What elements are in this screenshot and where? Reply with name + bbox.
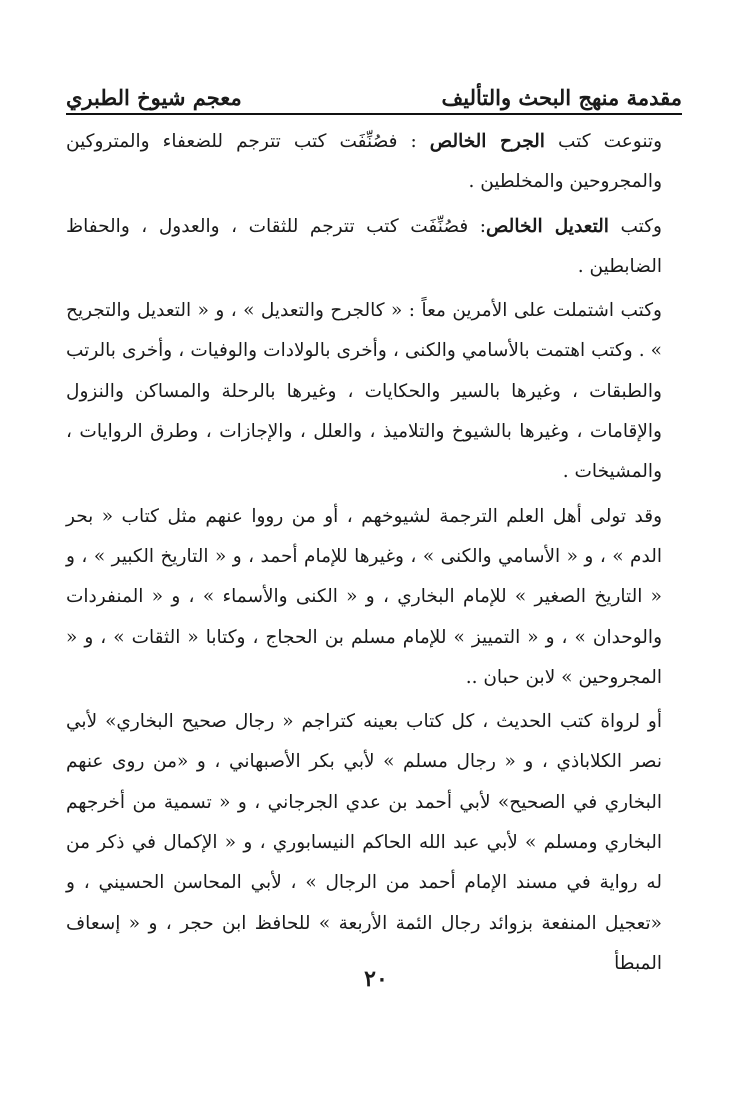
term-tadil-khalis: التعديل الخالص — [486, 215, 609, 237]
paragraph-mixed-books: وكتب اشتملت على الأمرين معاً : « كالجرح والتعديل » ، و « التعديل والتجريح » . وكتب اهتمت بالأسامي والكنى ، وأخرى بالولادات والوفيات ، وأخرى بالرتب والطبقات ، وغيرها بالسير والحكايات ، وغيرها بالرحلة والمساكن والنزول والإقامات ، وغيرها بالشيوخ والتلاميذ ، والعلل ، والإجازات ، وطرق الروايات ، والمشيخات . — [66, 300, 662, 483]
paragraph-jarh-post: : فصُنِّفَت كتب تترجم للضعفاء والمتروكين والمجروحين والمخلطين . — [66, 131, 662, 193]
running-header — [66, 70, 682, 110]
header-divider — [66, 113, 682, 115]
page-number: ٢٠ — [364, 966, 388, 992]
paragraph-narrators: أو لرواة كتب الحديث ، كل كتاب بعينه كتراجم « رجال صحيح البخاري» لأبي نصر الكلاباذي ، و « رجال مسلم » لأبي بكر الأصبهاني ، و «من روى عنهم البخاري في الصحيح» لأبي أحمد بن عدي الجرجاني ، و « تسمية من أخرجهم البخاري ومسلم » لأبي عبد الله الحاكم النيسابوري ، و « الإكمال في ذكر من له رواية في مسند الإمام أحمد من الرجال » ، لأبي المحاسن الحسيني ، و «تعجيل المنفعة بزوائد رجال الئمة الأربعة » للحافظ ابن حجر ، و « إسعاف المبطأ — [66, 711, 662, 974]
paragraph-jarh-pre: وتنوعت كتب — [544, 131, 662, 152]
header-book-title: معجم شيوخ الطبري — [66, 85, 242, 110]
paragraph-teachers: وقد تولى أهل العلم الترجمة لشيوخهم ، أو من رووا عنهم مثل كتاب « بحر الدم » ، و « الأسامي والكنى » ، وغيرها للإمام أحمد ، و « التاريخ الكبير » ، و « التاريخ الصغير » للإمام البخاري ، و « الكنى والأسماء » ، و « المنفردات والوحدان » ، و « التمييز » للإمام مسلم بن الحجاج ، وكتابا « الثقات » ، و « المجروحين » لابن حبان .. — [66, 505, 662, 688]
page-body — [66, 122, 680, 984]
paragraph-tadil — [66, 207, 680, 288]
header-chapter-title: مقدمة منهج البحث والتأليف — [441, 85, 682, 110]
paragraph-jarh — [66, 122, 680, 203]
paragraph-tadil-post: : فصُنِّفَت كتب تترجم للثقات ، والعدول ، والحفاظ الضابطين . — [66, 215, 662, 277]
paragraph-tadil-pre: وكتب — [608, 215, 662, 237]
term-jarh-khalis: الجرح الخالص — [429, 131, 545, 152]
